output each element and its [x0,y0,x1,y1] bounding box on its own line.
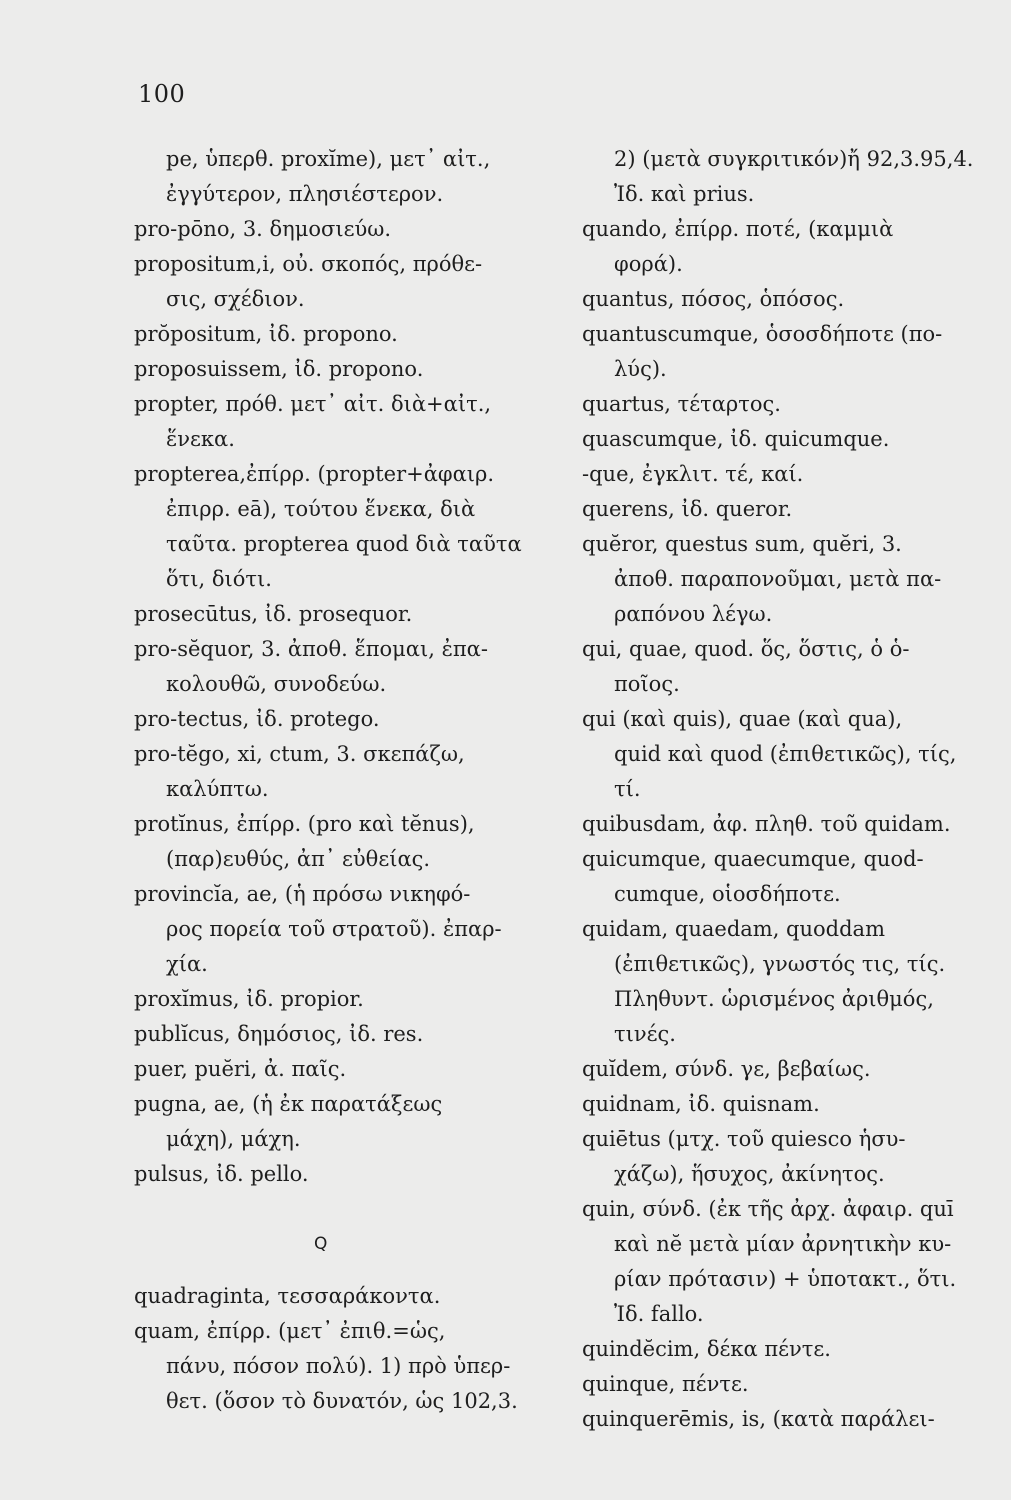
entry-line: τινές. [614,1022,676,1046]
entry-line: Ἰδ. fallo. [614,1302,704,1326]
entry-line: καὶ nĕ μετὰ μίαν ἀρνητικὴν κυ- [614,1232,952,1256]
entry-line: -que, ἐγκλιτ. τέ, καί. [582,462,804,486]
entry-line: qui, quae, quod. ὅς, ὅστις, ὁ ὁ- [582,637,910,661]
entry-line: ραπόνου λέγω. [614,602,773,626]
entry-line: quibusdam, ἀφ. πληθ. τοῦ quidam. [582,812,951,836]
entry-line: ἕνεκα. [166,427,235,451]
entry-line: pro-tĕgo, xi, ctum, 3. σκεπάζω, [134,742,465,766]
entry-line: μάχη), μάχη. [166,1127,301,1151]
entry-line: quascumque, ἰδ. quicumque. [582,427,890,451]
entry-line: ὅτι, διότι. [166,567,272,591]
entry-line: ρίαν πρότασιν) + ὑποτακτ., ὅτι. [614,1267,957,1291]
entry-line: χία. [166,952,208,976]
entry-line: ταῦτα. propterea quod διὰ ταῦτα [166,532,522,556]
entry-line: propositum,i, οὐ. σκοπός, πρόθε- [134,252,483,276]
entry-line: 2) (μετὰ συγκριτικόν)ἤ 92,3.95,4. [614,147,974,171]
entry-line: σις, σχέδιον. [166,287,305,311]
entry-line: quid καὶ quod (ἐπιθετικῶς), τίς, [614,742,957,766]
entry-line: quindĕcim, δέκα πέντε. [582,1337,831,1361]
entry-line: τί. [614,777,641,801]
entry-line: ἐγγύτερον, πλησιέστερον. [166,182,444,206]
entry-line: quinque, πέντε. [582,1372,749,1396]
entry-line: ποῖος. [614,672,680,696]
entry-line: quidam, quaedam, quoddam [582,917,885,941]
entry-line: proposuissem, ἰδ. propono. [134,357,424,381]
entry-line: pugna, ae, (ἡ ἐκ παρατάξεως [134,1092,443,1116]
entry-line: proxĭmus, ἰδ. propior. [134,987,364,1011]
entry-line: ρος πορεία τοῦ στρατοῦ). ἐπαρ- [166,917,502,941]
entry-line: querens, ἰδ. queror. [582,497,793,521]
entry-line: φορά). [614,252,683,276]
section-spacer [134,1192,554,1227]
entry-line: quiētus (μτχ. τοῦ quiesco ἡσυ- [582,1127,906,1151]
entry-line: quidnam, ἰδ. quisnam. [582,1092,820,1116]
entry-line: propter, πρόθ. μετ᾿ αἰτ. διὰ+αἰτ., [134,392,492,416]
entry-line: quam, ἐπίρρ. (μετ᾿ ἐπιθ.=ὡς, [134,1319,446,1343]
entry-line: quando, ἐπίρρ. ποτέ, (καμμιὰ [582,217,894,241]
entry-line: quantus, πόσος, ὁπόσος. [582,287,845,311]
entry-line: quantuscumque, ὁσοσδήποτε (πο- [582,322,943,346]
entry-line: χάζω), ἥσυχος, ἀκίνητος. [614,1162,885,1186]
entry-line: λύς). [614,357,667,381]
entry-line: (ἐπιθετικῶς), γνωστός τις, τίς. [614,952,946,976]
entry-line: quĕror, questus sum, quĕri, 3. [582,532,902,556]
entry-line: πάνυ, πόσον πολύ). 1) πρὸ ὑπερ- [166,1354,511,1378]
entry-line: pro-tectus, ἰδ. protego. [134,707,380,731]
section-spacer [134,1262,554,1279]
entry-line: Ἰδ. καὶ prius. [614,182,755,206]
entry-line: pulsus, ἰδ. pello. [134,1162,309,1186]
entry-line: quin, σύνδ. (ἐκ τῆς ἀρχ. ἀφαιρ. quī [582,1197,954,1221]
entry-line: quĭdem, σύνδ. γε, βεβαίως. [582,1057,871,1081]
left-column [134,142,554,1419]
section-letter: Q [314,1234,328,1254]
entry-line: qui (καὶ quis), quae (καὶ qua), [582,707,903,731]
entry-line: (παρ)ευθύς, ἀπ᾿ εὐθείας. [166,847,431,871]
entry-line: puer, puĕri, ἀ. παῖς. [134,1057,347,1081]
entry-line: pro-sĕquor, 3. ἀποθ. ἕπομαι, ἐπα- [134,637,488,661]
entry-line: pro-pōno, 3. δημοσιεύω. [134,217,392,241]
entry-line: θετ. (ὅσον τὸ δυνατόν, ὡς 102,3. [166,1389,518,1413]
right-column [582,142,1002,1437]
entry-line: καλύπτω. [166,777,269,801]
entry-line: prŏpositum, ἰδ. propono. [134,322,398,346]
entry-line: quinquerēmis, is, (κατὰ παράλει- [582,1407,935,1431]
entry-line: propterea,ἐπίρρ. (propter+ἀφαιρ. [134,462,495,486]
entry-line: pe, ὑπερθ. proxĭme), μετ᾿ αἰτ., [166,147,491,171]
entry-line: prosecūtus, ἰδ. prosequor. [134,602,413,626]
entry-line: ἐπιρρ. eā), τούτου ἕνεκα, διὰ [166,497,476,521]
entry-line: quicumque, quaecumque, quod- [582,847,924,871]
entry-line: cumque, οἱοσδήποτε. [614,882,841,906]
entry-line: quartus, τέταρτος. [582,392,781,416]
entry-line: quadraginta, τεσσαράκοντα. [134,1284,441,1308]
entry-line: provincĭa, ae, (ἡ πρόσω νικηφό- [134,882,471,906]
entry-line: Πληθυντ. ὡρισμένος ἀριθμός, [614,987,934,1011]
entry-line: κολουθῶ, συνοδεύω. [166,672,387,696]
page-number: 100 [138,80,186,108]
entry-line: protĭnus, ἐπίρρ. (pro καὶ tĕnus), [134,812,475,836]
entry-line: publĭcus, δημόσιος, ἰδ. res. [134,1022,424,1046]
entry-line: ἀποθ. παραπονοῦμαι, μετὰ πα- [614,567,942,591]
